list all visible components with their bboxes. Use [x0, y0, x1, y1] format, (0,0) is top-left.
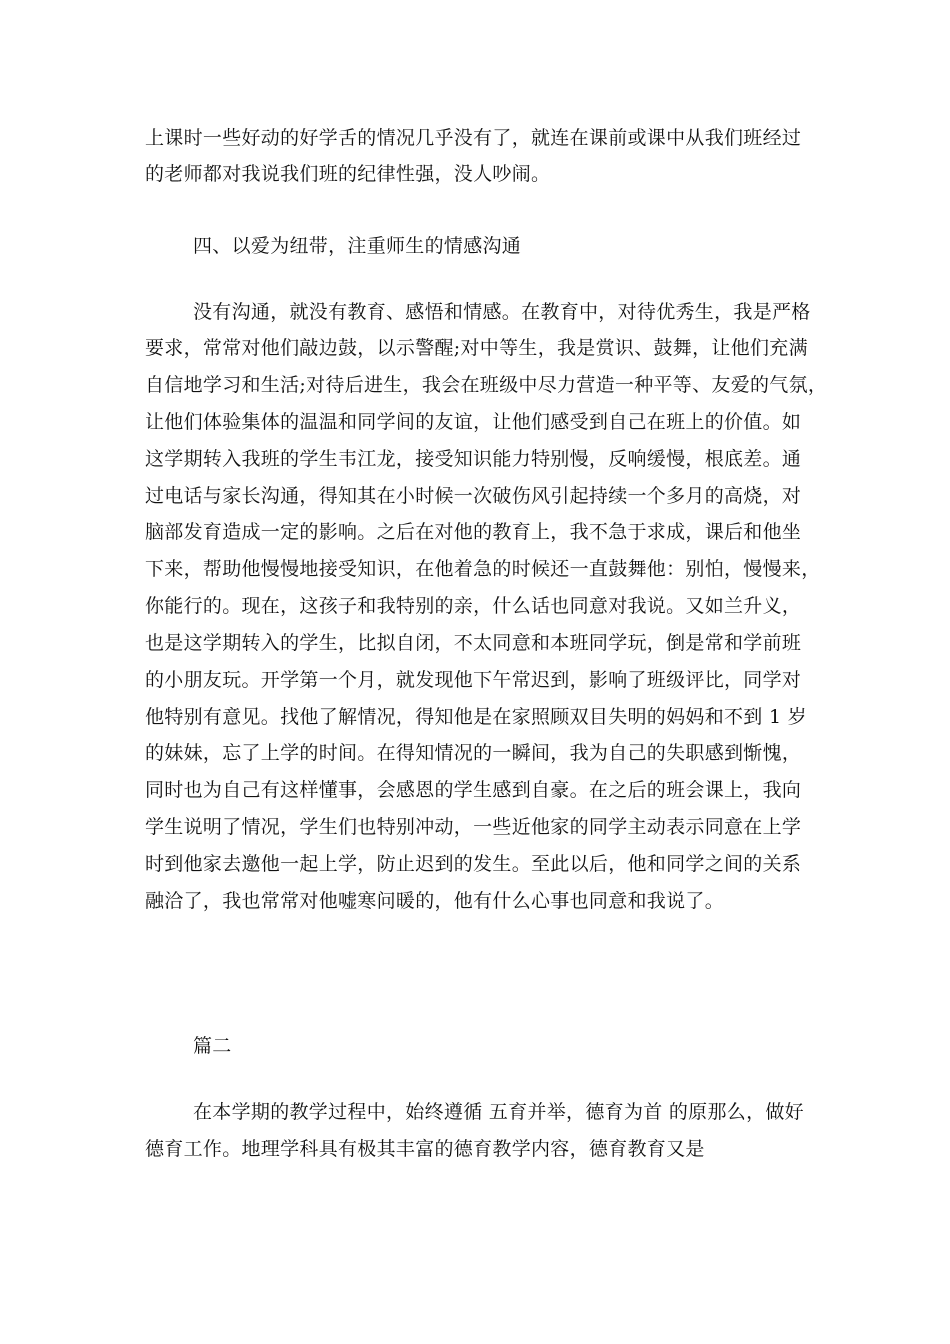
body-line-5: 这学期转入我班的学生韦江龙，接受知识能力特别慢，反响缓慢，根底差。通	[145, 448, 802, 470]
body-line-2: 要求，常常对他们敲边鼓，以示警醒;对中等生，我是赏识、鼓舞，让他们充满	[145, 337, 808, 359]
body-line-12: 他特别有意见。找他了解情况，得知他是在家照顾双目失明的妈妈和不到 1 岁	[145, 706, 807, 728]
body-line-4: 让他们体验集体的温温和同学间的友谊，让他们感受到自己在班上的价值。如	[145, 411, 802, 433]
body-line-9: 你能行的。现在，这孩子和我特别的亲，什么话也同意对我说。又如兰升义，	[145, 595, 802, 617]
body-line-6: 过电话与家长沟通，得知其在小时候一次破伤风引起持续一个多月的高烧，对	[145, 485, 802, 507]
body-line-11: 的小朋友玩。开学第一个月，就发现他下午常迟到，影响了班级评比，同学对	[145, 669, 802, 691]
intro-line-2: 的老师都对我说我们班的纪律性强，没人吵闹。	[145, 163, 551, 185]
body-line-7: 脑部发育造成一定的影响。之后在对他的教育上，我不急于求成，课后和他坐	[145, 521, 802, 543]
part-line-1: 在本学期的教学过程中，始终遵循 五育并举，德育为首 的原那么，做好	[193, 1101, 804, 1123]
body-line-13: 的妹妹，忘了上学的时间。在得知情况的一瞬间，我为自己的失职感到惭愧，	[145, 742, 802, 764]
body-line-1: 没有沟通，就没有教育、感悟和情感。在教育中，对待优秀生，我是严格	[193, 301, 811, 323]
part-heading: 篇二	[193, 1035, 232, 1057]
body-line-16: 时到他家去邀他一起上学，防止迟到的发生。至此以后，他和同学之间的关系	[145, 853, 802, 875]
body-line-14: 同时也为自己有这样懂事，会感恩的学生感到自豪。在之后的班会课上，我向	[145, 779, 802, 801]
part-line-2: 德育工作。地理学科具有极其丰富的德育教学内容，德育教育又是	[145, 1138, 705, 1160]
body-line-8: 下来，帮助他慢慢地接受知识，在他着急的时候还一直鼓舞他：别怕，慢慢来，	[145, 558, 821, 580]
body-line-17: 融洽了，我也常常对他嘘寒问暖的，他有什么心事也同意和我说了。	[145, 890, 725, 912]
body-line-10: 也是这学期转入的学生，比拟自闭，不太同意和本班同学玩，倒是常和学前班	[145, 632, 802, 654]
section-heading: 四、以爱为纽带，注重师生的情感沟通	[193, 235, 522, 257]
body-line-15: 学生说明了情况，学生们也特别冲动，一些近他家的同学主动表示同意在上学	[145, 816, 802, 838]
body-line-3: 自信地学习和生活;对待后进生，我会在班级中尽力营造一种平等、友爱的气氛，	[145, 374, 828, 396]
intro-line-1: 上课时一些好动的好学舌的情况几乎没有了，就连在课前或课中从我们班经过	[145, 127, 802, 149]
